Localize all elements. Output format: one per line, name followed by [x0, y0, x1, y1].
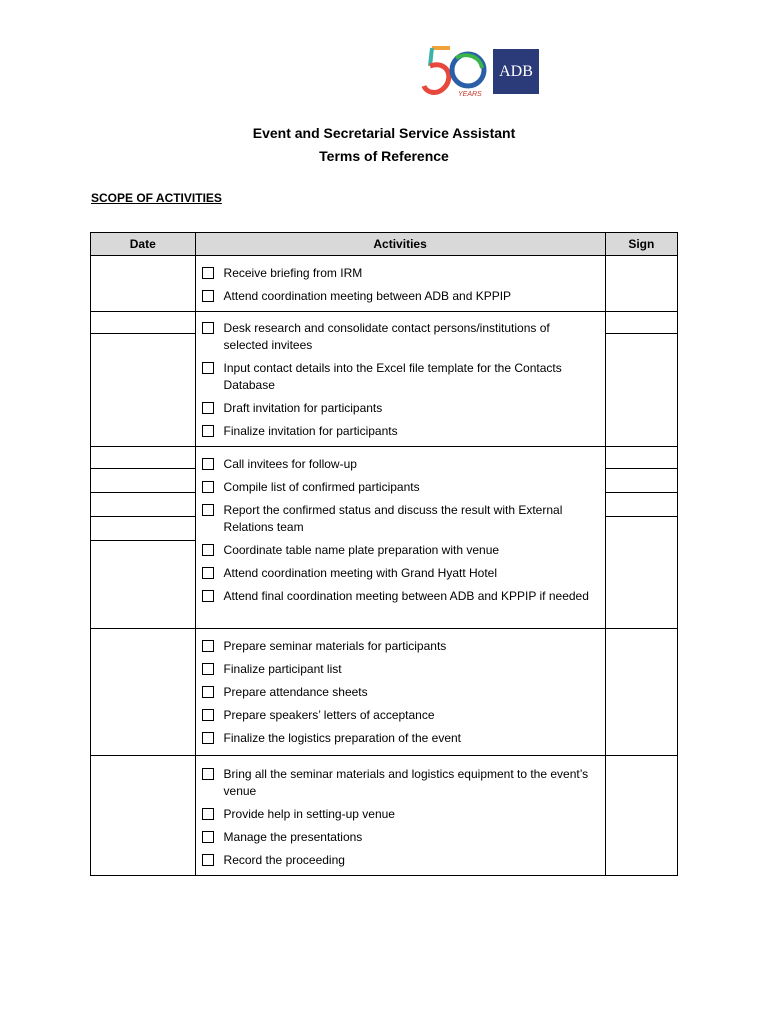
activity-item: Attend final coordination meeting between ADB and KPPIP if needed	[202, 588, 595, 605]
checkbox[interactable]	[202, 732, 214, 744]
date-subcell[interactable]	[91, 541, 195, 628]
checkbox[interactable]	[202, 686, 214, 698]
date-cell	[91, 312, 196, 447]
checkbox[interactable]	[202, 402, 214, 414]
date-column-header: Date	[91, 233, 196, 256]
sign-subcell[interactable]	[606, 517, 677, 628]
sign-subcell[interactable]	[606, 334, 677, 446]
activity-item: Desk research and consolidate contact persons/institutions of selected invitees	[202, 320, 595, 354]
activity-item: Prepare attendance sheets	[202, 684, 595, 701]
document-title	[0, 122, 768, 168]
activities-table	[90, 232, 678, 876]
activity-item: Draft invitation for participants	[202, 400, 595, 417]
activity-item: Provide help in setting-up venue	[202, 806, 595, 823]
table-row	[91, 447, 678, 629]
sign-column-header: Sign	[605, 233, 677, 256]
section-heading: SCOPE OF ACTIVITIES	[91, 191, 222, 205]
date-cell[interactable]	[91, 256, 196, 312]
date-subcell[interactable]	[91, 469, 195, 493]
date-subcell[interactable]	[91, 493, 195, 517]
table-header-row	[91, 233, 678, 256]
years-text: YEARS	[458, 91, 482, 98]
checkbox[interactable]	[202, 458, 214, 470]
table-row	[91, 756, 678, 876]
date-subcell[interactable]	[91, 334, 195, 446]
title-line-2: Terms of Reference	[319, 148, 449, 164]
activity-item: Bring all the seminar materials and logistics equipment to the event’s venue	[202, 766, 595, 800]
activity-item: Coordinate table name plate preparation with venue	[202, 542, 595, 559]
sign-cell	[605, 447, 677, 629]
checkbox[interactable]	[202, 504, 214, 516]
sign-subcell[interactable]	[606, 312, 677, 334]
activities-cell	[195, 629, 605, 756]
date-subcell[interactable]	[91, 517, 195, 541]
activity-item: Prepare speakers’ letters of acceptance	[202, 707, 595, 724]
activity-item: Receive briefing from IRM	[202, 265, 595, 282]
fifty-years-emblem	[418, 44, 490, 100]
checkbox[interactable]	[202, 425, 214, 437]
checkbox[interactable]	[202, 544, 214, 556]
checkbox[interactable]	[202, 640, 214, 652]
activity-item: Attend coordination meeting with Grand Hyatt Hotel	[202, 565, 595, 582]
activities-cell	[195, 312, 605, 447]
activity-item: Call invitees for follow-up	[202, 456, 595, 473]
checkbox[interactable]	[202, 709, 214, 721]
table-row	[91, 629, 678, 756]
checkbox[interactable]	[202, 567, 214, 579]
checkbox[interactable]	[202, 854, 214, 866]
date-cell[interactable]	[91, 629, 196, 756]
table-row	[91, 256, 678, 312]
checkbox[interactable]	[202, 663, 214, 675]
sign-cell[interactable]	[605, 629, 677, 756]
sign-cell	[605, 312, 677, 447]
activity-item: Finalize invitation for participants	[202, 423, 595, 440]
title-line-1: Event and Secretarial Service Assistant	[252, 125, 516, 141]
activity-item: Finalize participant list	[202, 661, 595, 678]
checkbox[interactable]	[202, 481, 214, 493]
sign-subcell[interactable]	[606, 493, 677, 517]
sign-subcell[interactable]	[606, 469, 677, 493]
checkbox[interactable]	[202, 808, 214, 820]
activities-cell	[195, 447, 605, 629]
sign-cell[interactable]	[605, 756, 677, 876]
adb-50-years-logo	[418, 44, 542, 100]
checkbox[interactable]	[202, 290, 214, 302]
checkbox[interactable]	[202, 590, 214, 602]
activity-item: Compile list of confirmed participants	[202, 479, 595, 496]
activity-item: Attend coordination meeting between ADB and KPPIP	[202, 288, 595, 305]
date-cell	[91, 447, 196, 629]
checkbox[interactable]	[202, 831, 214, 843]
checkbox[interactable]	[202, 362, 214, 374]
date-subcell[interactable]	[91, 447, 195, 469]
activity-item: Prepare seminar materials for participants	[202, 638, 595, 655]
activity-item: Record the proceeding	[202, 852, 595, 869]
checkbox[interactable]	[202, 322, 214, 334]
checkbox[interactable]	[202, 267, 214, 279]
activity-item: Manage the presentations	[202, 829, 595, 846]
activity-item: Finalize the logistics preparation of the event	[202, 730, 595, 747]
activities-cell	[195, 756, 605, 876]
checkbox[interactable]	[202, 768, 214, 780]
activity-item: Input contact details into the Excel file template for the Contacts Database	[202, 360, 595, 394]
sign-cell[interactable]	[605, 256, 677, 312]
sign-subcell[interactable]	[606, 447, 677, 469]
activity-item: Report the confirmed status and discuss the result with External Relations team	[202, 502, 595, 536]
adb-logo-box: ADB	[493, 49, 539, 94]
table-row	[91, 312, 678, 447]
activities-column-header: Activities	[195, 233, 605, 256]
date-subcell[interactable]	[91, 312, 195, 334]
activities-cell	[195, 256, 605, 312]
date-cell[interactable]	[91, 756, 196, 876]
